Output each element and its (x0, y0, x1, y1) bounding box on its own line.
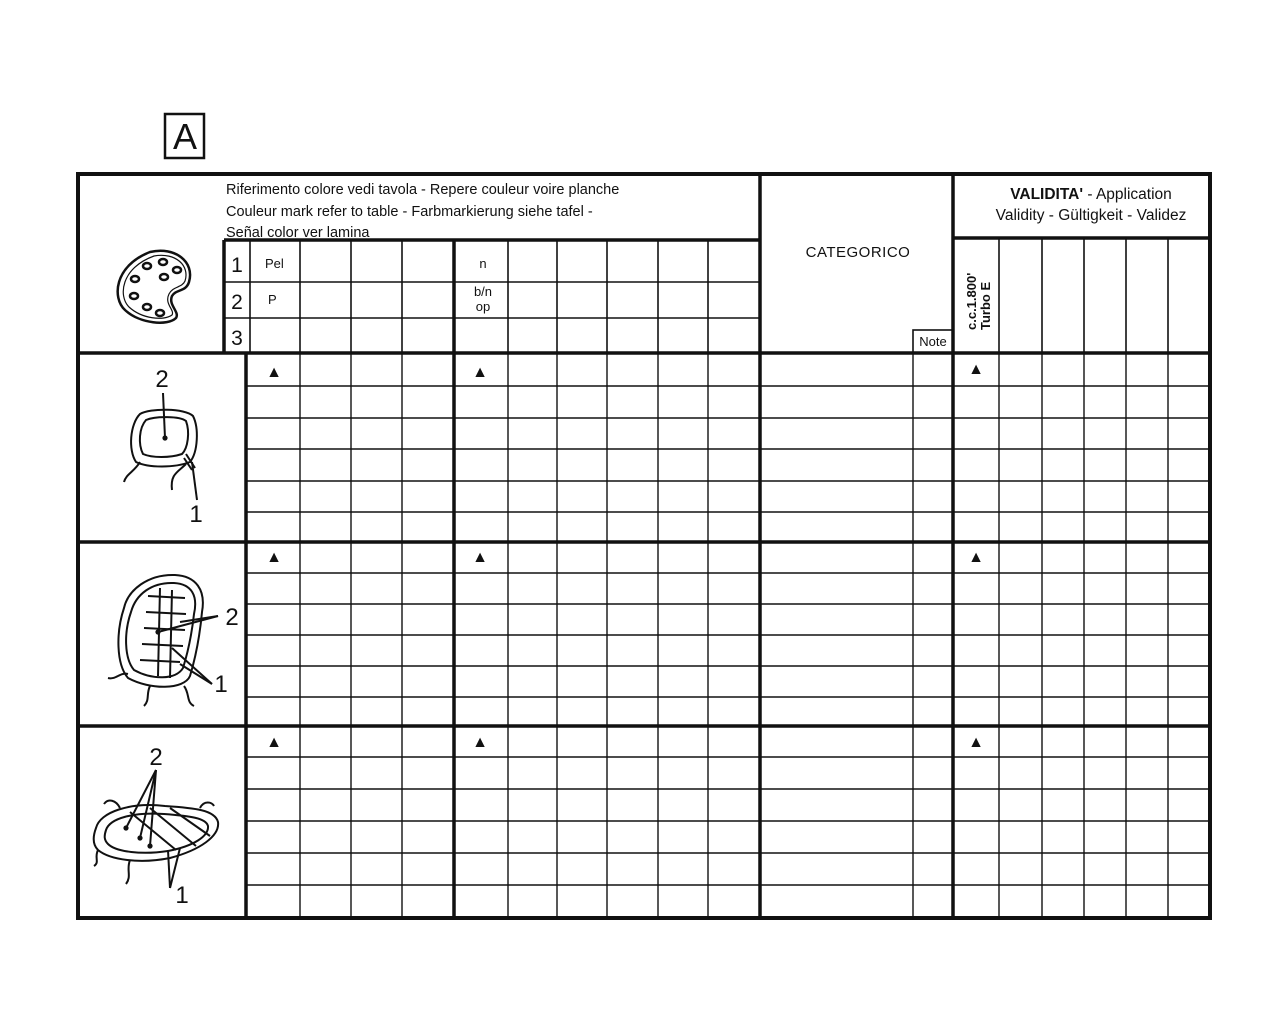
color-row-2-number: 2 (231, 291, 243, 314)
marker-backrest-validity: ▲ (968, 549, 984, 566)
color-row-1-code-b: n (479, 256, 487, 271)
color-row-1-number: 1 (231, 254, 243, 277)
marker-cushion-validity: ▲ (968, 734, 984, 751)
marker-backrest-colors-b: ▲ (472, 549, 488, 566)
seat-cushion-callout-2: 2 (149, 744, 163, 771)
color-reference-text (226, 182, 619, 241)
seat-backrest-illustration (108, 575, 239, 706)
validity-column-1-line-2: Turbo E (978, 281, 993, 330)
marker-headrest-colors-a: ▲ (266, 364, 282, 381)
headrest-illustration (124, 366, 203, 528)
seat-cushion-illustration (94, 744, 219, 909)
marker-cushion-colors-a: ▲ (266, 734, 282, 751)
row-markers (266, 361, 984, 751)
seat-backrest-callout-2: 2 (225, 604, 239, 631)
color-reference-line-2: Couleur mark refer to table - Farbmarkierung siehe tafel - (226, 204, 593, 220)
heavy-grid (78, 174, 1210, 918)
validity-header (964, 186, 1186, 330)
note-label: Note (919, 334, 947, 349)
marker-cushion-colors-b: ▲ (472, 734, 488, 751)
plate-label-text: A (172, 116, 198, 157)
validity-column-1-line-1: c.c.1.800' (964, 272, 979, 330)
color-reference-line-1: Riferimento colore vedi tavola - Repere couleur voire planche (226, 182, 620, 198)
headrest-callout-1: 1 (189, 501, 203, 528)
headrest-callout-2: 2 (155, 366, 169, 393)
color-row-1-code-a: Pel (265, 256, 284, 271)
color-row-2-code-b-line-2: op (475, 299, 491, 314)
marker-backrest-colors-a: ▲ (266, 549, 282, 566)
table-frame (78, 174, 1210, 918)
validity-title-rest: - Application (1083, 186, 1172, 203)
validity-title (1010, 186, 1172, 203)
validity-line-2: Validity - Gültigkeit - Validez (995, 207, 1187, 224)
color-row-2-code-b-line-1: b/n (473, 284, 493, 299)
body-rows (246, 386, 1210, 885)
seat-cushion-callout-1: 1 (175, 882, 189, 909)
validity-columns-header (999, 238, 1168, 353)
palette-icon (118, 251, 190, 323)
categorico-label: CATEGORICO (805, 244, 911, 261)
validity-title-bold: VALIDITA' (1010, 186, 1084, 203)
color-reference-line-3: Señal color ver lamina (226, 225, 370, 241)
color-row-2-code-a: P (268, 292, 277, 307)
plate-label (165, 114, 204, 158)
seat-backrest-callout-1: 1 (214, 671, 228, 698)
marker-headrest-colors-b: ▲ (472, 364, 488, 381)
color-row-3-number: 3 (231, 327, 243, 350)
marker-headrest-validity: ▲ (968, 361, 984, 378)
